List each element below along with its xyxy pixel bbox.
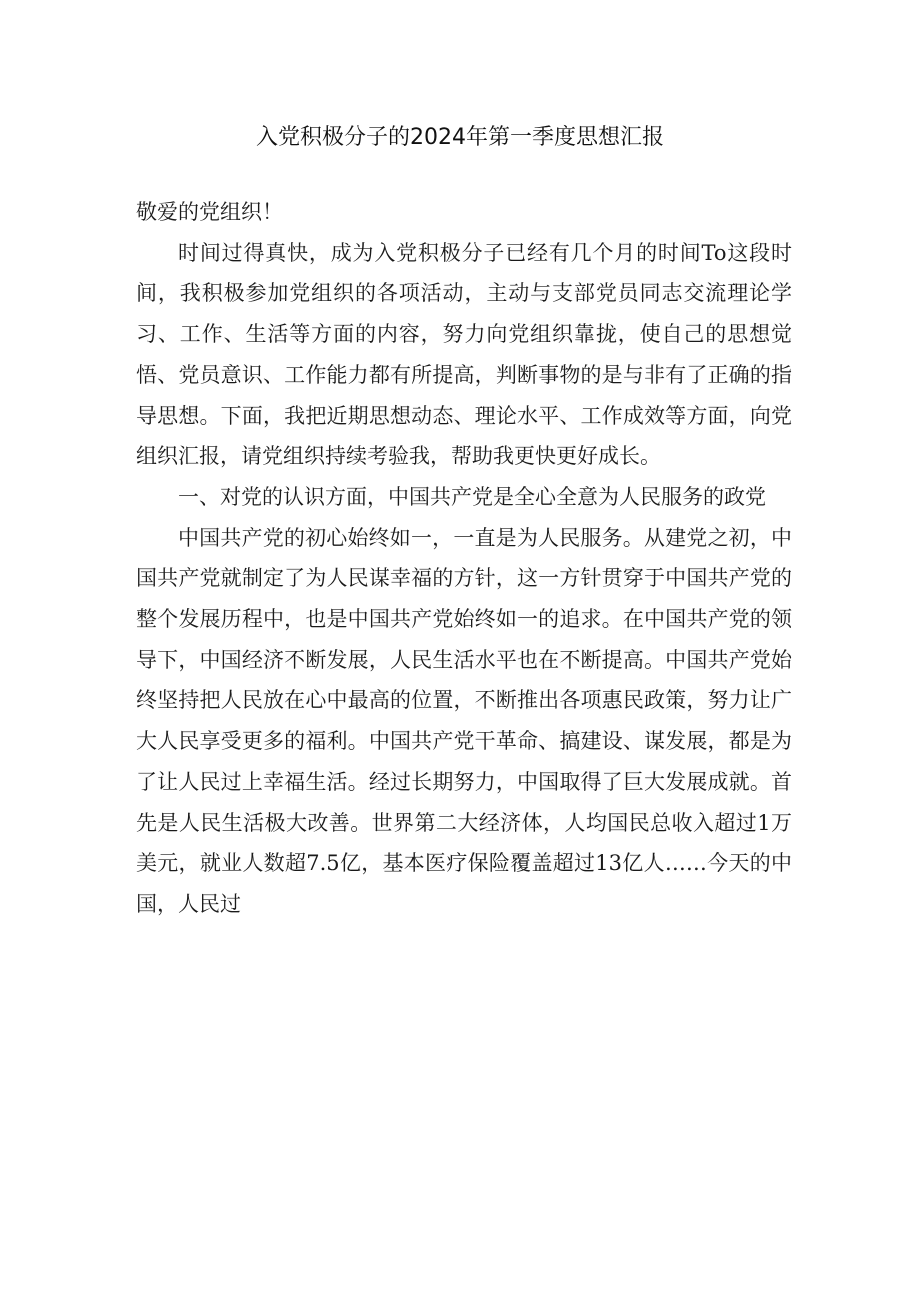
document-title: 入党积极分子的2024年第一季度思想汇报 (256, 125, 664, 150)
paragraph-intro: 时间过得真快，成为入党积极分子已经有几个月的时间To这段时间，我积极参加党组织的各项活动，主动与支部党员同志交流理论学习、工作、生活等方面的内容，努力向党组织靠拢，使自己的思想觉悟、党员意识、工作能力都有所提高，判断事物的是与非有了正确的指导思想。下面，我把近期思想动态、理论水平、工作成效等方面，向党组织汇报，请党组织持续考验我，帮助我更快更好成长。 (136, 240, 792, 469)
salutation: 敬爱的党组织！ (136, 200, 283, 224)
paragraph-section-1: 中国共产党的初心始终如一，一直是为人民服务。从建党之初，中国共产党就制定了为人民谋幸福的方针，这一方针贯穿于中国共产党的整个发展历程中，也是中国共产党始终如一的追求。在中国共产党的领导下，中国经济不断发展，人民生活水平也在不断提高。中国共产党始终坚持把人民放在心中最高的位置，不断推出各项惠民政策，努力让广大人民享受更多的福利。中国共产党干革命、搞建设、谋发展，都是为了让人民过上幸福生活。经过长期努力，中国取得了巨大发展成就。首先是人民生活极大改善。世界第二大经济体，人均国民总收入超过1万美元，就业人数超7.5亿，基本医疗保险覆盖超过13亿人……今天的中国，人民过 (136, 525, 792, 916)
document-body (136, 192, 792, 925)
section-heading-1: 一、对党的认识方面，中国共产党是全心全意为人民服务的政党 (178, 484, 766, 509)
